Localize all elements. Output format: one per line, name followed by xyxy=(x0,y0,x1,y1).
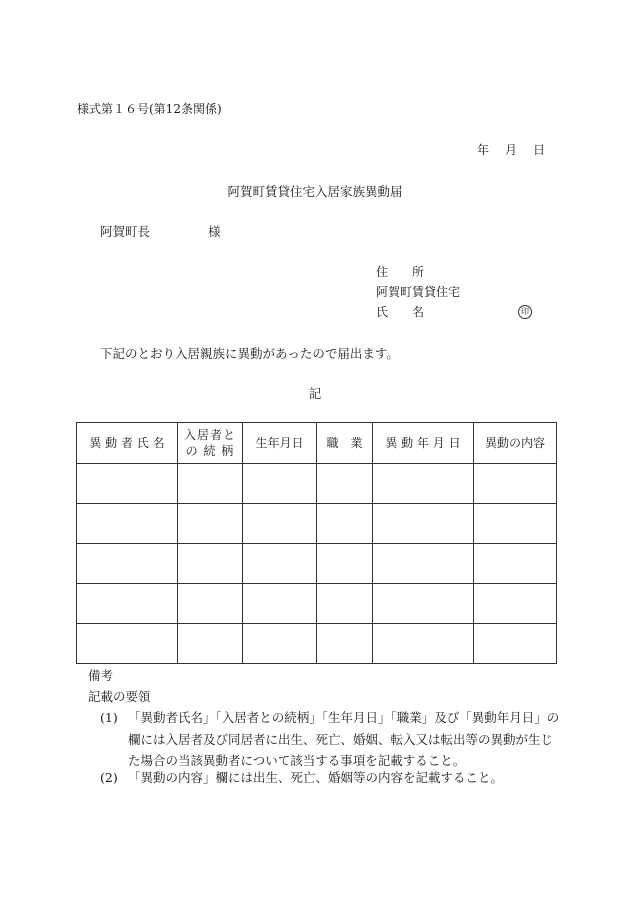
table-row xyxy=(77,464,557,504)
table-cell[interactable] xyxy=(317,544,373,584)
applicant-name-label: 氏 名 xyxy=(376,305,425,319)
date-year: 年 xyxy=(477,143,490,157)
notes-heading: 備考 xyxy=(88,668,114,683)
document-title: 阿賀町賃貸住宅入居家族異動届 xyxy=(227,184,403,199)
notes-subheading: 記載の要領 xyxy=(88,689,151,704)
table-cell[interactable] xyxy=(178,584,243,624)
table-cell[interactable] xyxy=(474,544,557,584)
table-cell[interactable] xyxy=(317,624,373,664)
form-number: 様式第１６号(第12条関係) xyxy=(77,102,222,116)
applicant-block xyxy=(376,262,460,322)
table-cell[interactable] xyxy=(317,584,373,624)
table-cell[interactable] xyxy=(373,584,474,624)
header-relationship: 入居者と の 続 柄 xyxy=(178,423,243,464)
table-cell[interactable] xyxy=(474,624,557,664)
addressee xyxy=(100,222,221,240)
header-change-date: 異 動 年 月 日 xyxy=(373,423,474,464)
table-cell[interactable] xyxy=(77,464,178,504)
applicant-housing-label: 阿賀町賃貸住宅 xyxy=(376,285,461,299)
ki-heading: 記 xyxy=(308,386,322,401)
table-cell[interactable] xyxy=(243,464,317,504)
table-row xyxy=(77,504,557,544)
header-person-name: 異 動 者 氏 名 xyxy=(77,423,178,464)
note-number: (2) xyxy=(100,770,118,785)
statement: 下記のとおり入居親族に異動があったので届出ます。 xyxy=(100,346,399,361)
header-occupation: 職 業 xyxy=(317,423,373,464)
table-cell[interactable] xyxy=(373,544,474,584)
date-month: 月 xyxy=(505,143,518,157)
table-cell[interactable] xyxy=(474,584,557,624)
table-cell[interactable] xyxy=(373,504,474,544)
table-row xyxy=(77,544,557,584)
table-cell[interactable] xyxy=(77,504,178,544)
table-cell[interactable] xyxy=(243,624,317,664)
seal-icon: 印 xyxy=(518,305,532,319)
table-cell[interactable] xyxy=(178,464,243,504)
table-cell[interactable] xyxy=(178,544,243,584)
table-cell[interactable] xyxy=(373,624,474,664)
table-cell[interactable] xyxy=(243,584,317,624)
addressee-name: 阿賀町長 xyxy=(100,224,151,239)
note-number: (1) xyxy=(100,710,118,725)
note-item-1 xyxy=(100,707,560,772)
table-cell[interactable] xyxy=(243,544,317,584)
table-cell[interactable] xyxy=(317,504,373,544)
table-cell[interactable] xyxy=(243,504,317,544)
note-text: 「異動の内容」欄には出生、死亡、婚姻等の内容を記載すること。 xyxy=(128,770,504,785)
table-cell[interactable] xyxy=(373,464,474,504)
table-row xyxy=(77,584,557,624)
date-day: 日 xyxy=(533,143,546,157)
table-cell[interactable] xyxy=(474,464,557,504)
header-birthdate: 生年月日 xyxy=(243,423,317,464)
table-row xyxy=(77,624,557,664)
table-header-row xyxy=(77,423,557,464)
header-change-content: 異動の内容 xyxy=(474,423,557,464)
date-line xyxy=(477,141,545,158)
table-cell[interactable] xyxy=(474,504,557,544)
table-cell[interactable] xyxy=(77,584,178,624)
note-item-2 xyxy=(100,767,560,789)
table-cell[interactable] xyxy=(77,544,178,584)
table-cell[interactable] xyxy=(178,504,243,544)
table-cell[interactable] xyxy=(178,624,243,664)
addressee-honorific: 様 xyxy=(208,224,221,239)
table-cell[interactable] xyxy=(77,624,178,664)
family-change-table xyxy=(76,422,556,664)
applicant-address-label: 住 所 xyxy=(376,265,425,279)
note-text: 「異動者氏名」「入居者との続柄」「生年月日」「職業」及び「異動年月日」の欄には入居者及び同居者に出生、死亡、婚姻、転入又は転出等の異動が生じた場合の当該異動者について該当する事項を記載すること。 xyxy=(128,710,560,768)
table-cell[interactable] xyxy=(317,464,373,504)
